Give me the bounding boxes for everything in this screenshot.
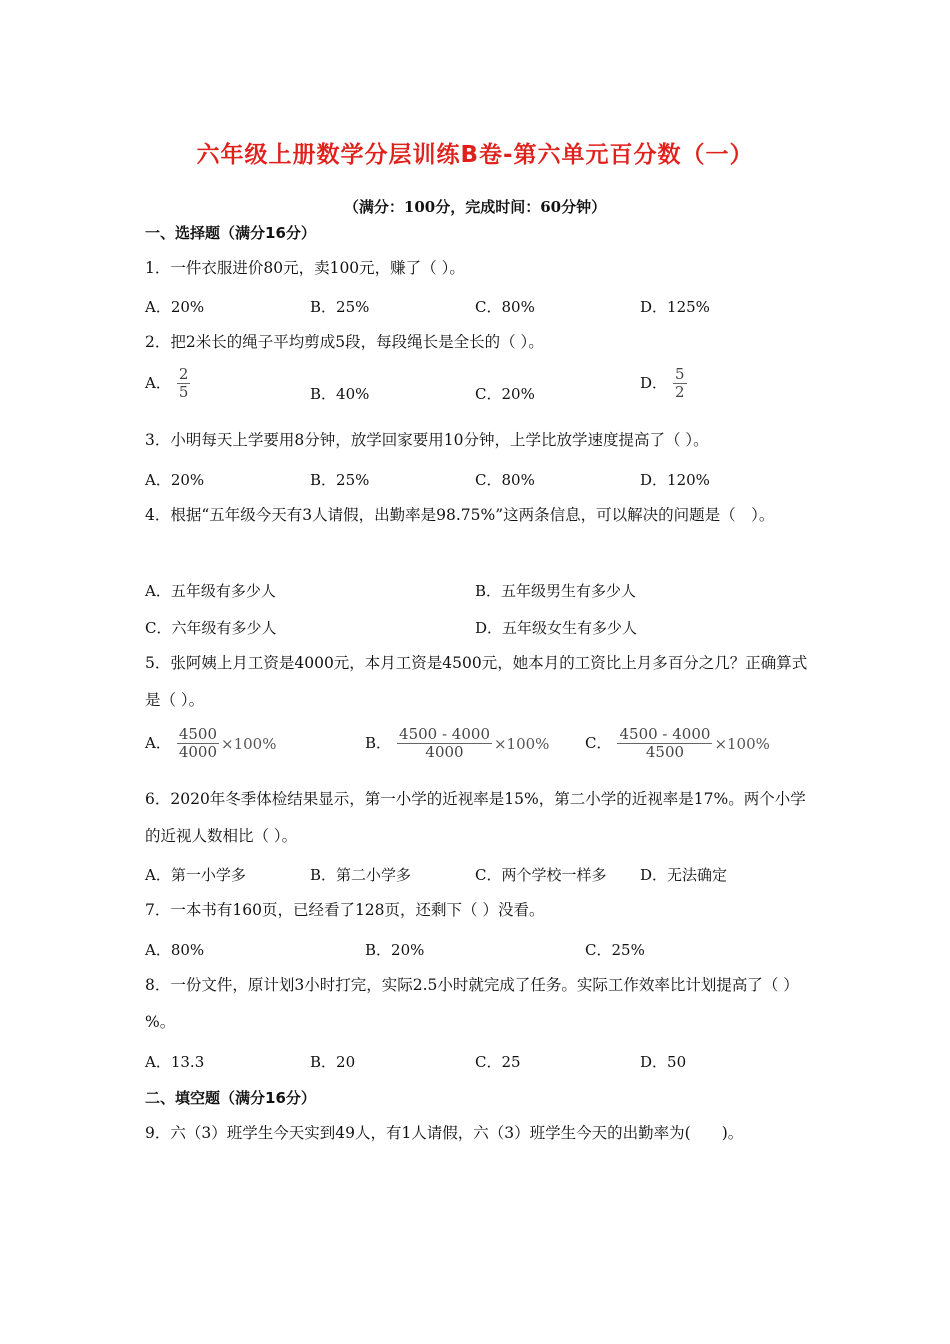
q1-option-b: B．25% bbox=[310, 298, 370, 316]
question-4-stem: 4．根据“五年级今天有3人请假，出勤率是98.75%”这两条信息，可以解决的问题是（ ）。 bbox=[145, 506, 775, 524]
q1-option-d: D．125% bbox=[640, 298, 710, 316]
q5-option-a bbox=[145, 726, 276, 762]
multiplier: ×100% bbox=[221, 734, 277, 753]
question-1-stem: 1．一件衣服进价80元，卖100元，赚了（ ）。 bbox=[145, 259, 465, 277]
q5-option-a-label: A． bbox=[145, 733, 171, 752]
q8-option-c: C．25 bbox=[475, 1053, 521, 1071]
q5-option-a-fraction bbox=[177, 726, 219, 762]
question-8-stem: 8．一份文件，原计划3小时打完，实际2.5小时就完成了任务。实际工作效率比计划提高了（ ）%。 bbox=[145, 976, 799, 1031]
q2-option-a bbox=[145, 366, 190, 402]
section-heading-fill: 二、填空题（满分16分） bbox=[145, 1089, 316, 1107]
q8-option-a: A．13.3 bbox=[145, 1053, 205, 1071]
q4-option-d: D．五年级女生有多少人 bbox=[475, 619, 638, 637]
q3-option-c: C．80% bbox=[475, 471, 535, 489]
fraction-denominator: 2 bbox=[675, 383, 685, 402]
q2-option-d bbox=[640, 366, 687, 402]
fraction-numerator: 2 bbox=[178, 365, 189, 383]
q5-option-b bbox=[365, 726, 549, 762]
section-heading-choice: 一、选择题（满分16分） bbox=[145, 224, 316, 242]
fraction-numerator: 5 bbox=[675, 365, 685, 383]
q8-option-d: D．50 bbox=[640, 1053, 687, 1071]
q4-option-b: B．五年级男生有多少人 bbox=[475, 582, 637, 600]
fraction-denominator: 4000 bbox=[178, 743, 218, 762]
question-6-stem: 6．2020年冬季体检结果显示，第一小学的近视率是15%，第二小学的近视率是17%。两个小学的近视人数相比（ ）。 bbox=[145, 790, 806, 845]
q2-option-b: B．40% bbox=[310, 385, 370, 403]
fraction-numerator: 4500 bbox=[178, 725, 218, 743]
q2-option-a-fraction bbox=[177, 366, 191, 402]
q6-option-d: D．无法确定 bbox=[640, 866, 728, 884]
q5-option-b-fraction bbox=[397, 726, 492, 762]
fraction-denominator: 4000 bbox=[425, 743, 464, 762]
q6-option-a: A．第一小学多 bbox=[145, 866, 246, 884]
q1-option-c: C．80% bbox=[475, 298, 535, 316]
q2-option-a-label: A． bbox=[145, 373, 171, 392]
q7-option-b: B．20% bbox=[365, 941, 425, 959]
q6-option-c: C．两个学校一样多 bbox=[475, 866, 607, 884]
fraction-numerator: 4500 - 4000 bbox=[619, 725, 711, 743]
q3-option-b: B．25% bbox=[310, 471, 370, 489]
q1-option-a: A．20% bbox=[145, 298, 205, 316]
question-2-stem: 2．把2米长的绳子平均剪成5段，每段绳长是全长的（ ）。 bbox=[145, 333, 544, 351]
q5-option-b-label: B． bbox=[365, 733, 392, 752]
q4-option-a: A．五年级有多少人 bbox=[145, 582, 276, 600]
multiplier: ×100% bbox=[714, 734, 770, 753]
multiplier: ×100% bbox=[493, 734, 550, 753]
fraction-numerator: 4500 - 4000 bbox=[399, 725, 490, 743]
fraction-denominator: 5 bbox=[178, 383, 189, 402]
q3-option-a: A．20% bbox=[145, 471, 205, 489]
q2-option-d-fraction bbox=[673, 366, 687, 402]
q5-option-c-fraction bbox=[617, 726, 712, 762]
q2-option-d-label: D． bbox=[640, 373, 668, 392]
q7-option-c: C．25% bbox=[585, 941, 645, 959]
q5-option-c bbox=[585, 726, 770, 762]
q3-option-d: D．120% bbox=[640, 471, 710, 489]
q5-option-c-label: C． bbox=[585, 733, 612, 752]
q8-option-b: B．20 bbox=[310, 1053, 356, 1071]
q4-option-c: C．六年级有多少人 bbox=[145, 619, 277, 637]
page-subtitle: （满分：100分，完成时间：60分钟） bbox=[343, 198, 607, 216]
q7-option-a: A．80% bbox=[145, 941, 205, 959]
page-title: 六年级上册数学分层训练B卷-第六单元百分数（一） bbox=[196, 142, 754, 168]
q6-option-b: B．第二小学多 bbox=[310, 866, 412, 884]
question-9-stem: 9．六（3）班学生今天实到49人，有1人请假，六（3）班学生今天的出勤率为( )。 bbox=[145, 1124, 744, 1142]
question-5-stem: 5．张阿姨上月工资是4000元，本月工资是4500元，她本月的工资比上月多百分之几？正确算式是（ ）。 bbox=[145, 654, 808, 709]
question-7-stem: 7．一本书有160页，已经看了128页，还剩下（ ）没看。 bbox=[145, 901, 545, 919]
question-3-stem: 3．小明每天上学要用8分钟，放学回家要用10分钟，上学比放学速度提高了（ ）。 bbox=[145, 431, 709, 449]
fraction-denominator: 4500 bbox=[645, 743, 685, 762]
q2-option-c: C．20% bbox=[475, 385, 535, 403]
